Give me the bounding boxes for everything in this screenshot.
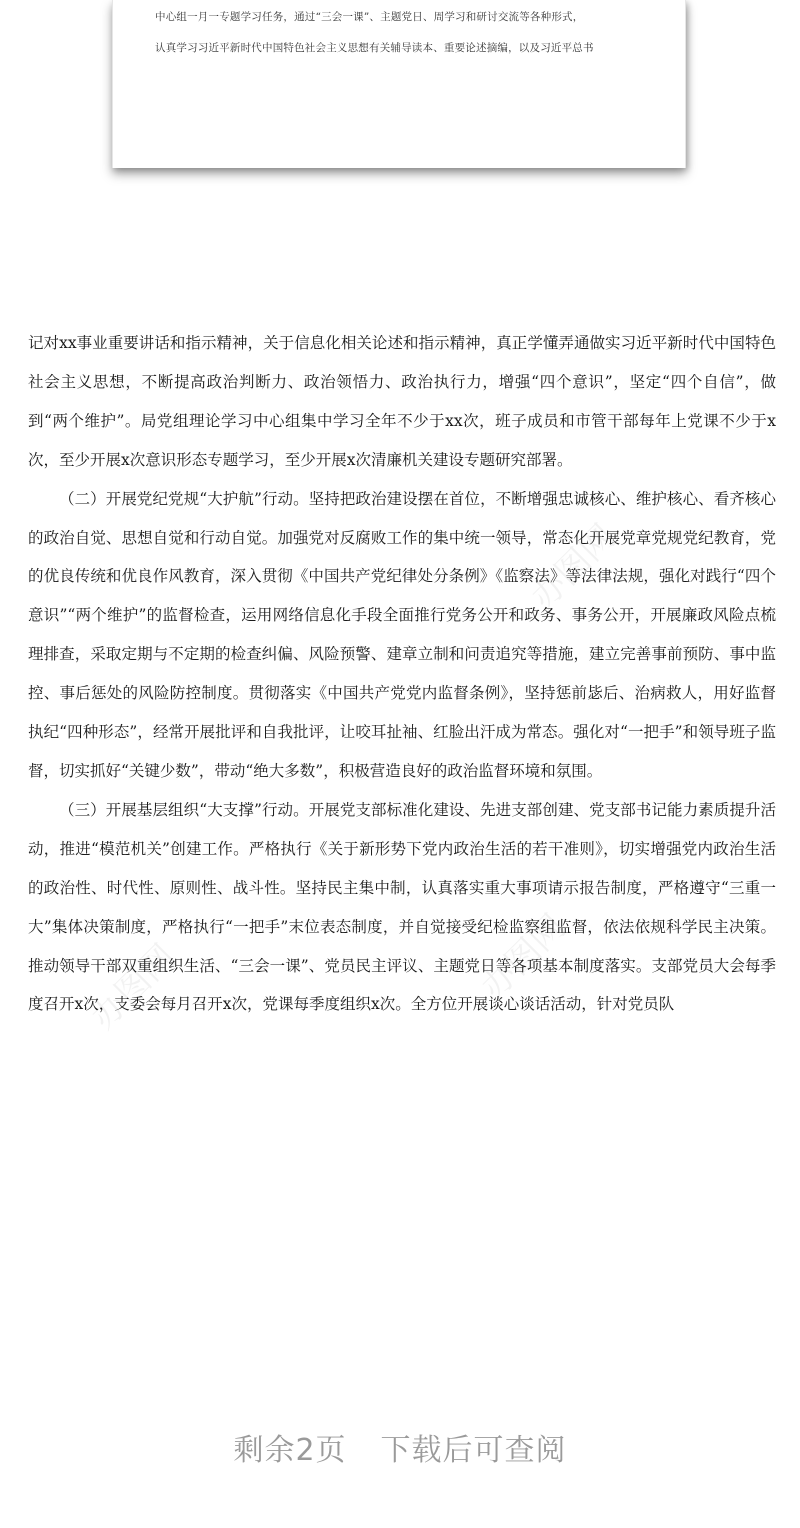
paragraph-section-3: （三）开展基层组织“大支撑”行动。开展党支部标准化建设、先进支部创建、党支部书记能力素质提升活动，推进“模范机关”创建工作。严格执行《关于新形势下党内政治生活的若干准则》，切实增强党内政治生活的政治性、时代性、原则性、战斗性。坚持民主集中制，认真落实重大事项请示报告制度，严格遵守“三重一大”集体决策制度，严格执行“一把手”末位表态制度，并自觉接受纪检监察组监督，依法依规科学民主决策。推动领导干部双重组织生活、“三会一课”、党员民主评议、主题党日等各项基本制度落实。支部党员大会每季度召开x次，支委会每月召开x次，党课每季度组织x次。全方位开展谈心谈话活动，针对党员队 xyxy=(28,800,776,1014)
watermark: 办图网 xyxy=(83,936,184,1038)
paragraph-continued: 记对xx事业重要讲话和指示精神，关于信息化相关论述和指示精神，真正学懂弄通做实习近平新时代中国特色社会主义思想，不断提高政治判断力、政治领悟力、政治执行力，增强“四个意识”，坚定“四个自信”，做到“两个维护”。局党组理论学习中心组集中学习全年不少于xx次，班子成员和市管干部每年上党课不少于x次，至少开展x次意识形态专题学习，至少开展x次清廉机关建设专题研究部署。 xyxy=(28,334,776,469)
paragraph-section-2: （二）开展党纪党规“大护航”行动。坚持把政治建设摆在首位，不断增强忠诚核心、维护核心、看齐核心的政治自觉、思想自觉和行动自觉。加强党对反腐败工作的集中统一领导，常态化开展党章党规党纪教育，党的优良传统和优良作风教育，深入贯彻《中国共产党纪律处分条例》《监察法》等法律法规，强化对践行“四个意识”“两个维护”的监督检查，运用网络信息化手段全面推行党务公开和政务、事务公开，开展廉政风险点梳理排查，采取定期与不定期的检查纠偏、风险预警、建章立制和问责追究等措施，建立完善事前预防、事中监控、事后惩处的风险防控制度。贯彻落实《中国共产党党内监督条例》，坚持惩前毖后、治病救人，用好监督执纪“四种形态”，经常开展批评和自我批评，让咬耳扯袖、红脸出汗成为常态。强化对“一把手”和领导班子监督，切实抓好“关键少数”，带动“绝大多数”，积极营造良好的政治监督环境和氛围。 xyxy=(28,489,776,780)
download-to-view-label: 下载后可查阅 xyxy=(380,1433,567,1468)
document-preview-card xyxy=(112,0,686,168)
preview-text-line: 认真学习习近平新时代中国特色社会主义思想有关辅导读本、重要论述摘编，以及习近平总书 xyxy=(155,42,594,54)
watermark: 办图网 xyxy=(473,906,574,1008)
remaining-pages-label: 剩余2页 xyxy=(233,1433,347,1468)
watermark: 办图网 xyxy=(523,516,624,618)
download-prompt[interactable] xyxy=(0,1425,800,1469)
document-body xyxy=(28,324,776,1024)
preview-text-line: 中心组一月一专题学习任务，通过“三会一课”、主题党日、周学习和研讨交流等各种形式， xyxy=(155,11,584,23)
